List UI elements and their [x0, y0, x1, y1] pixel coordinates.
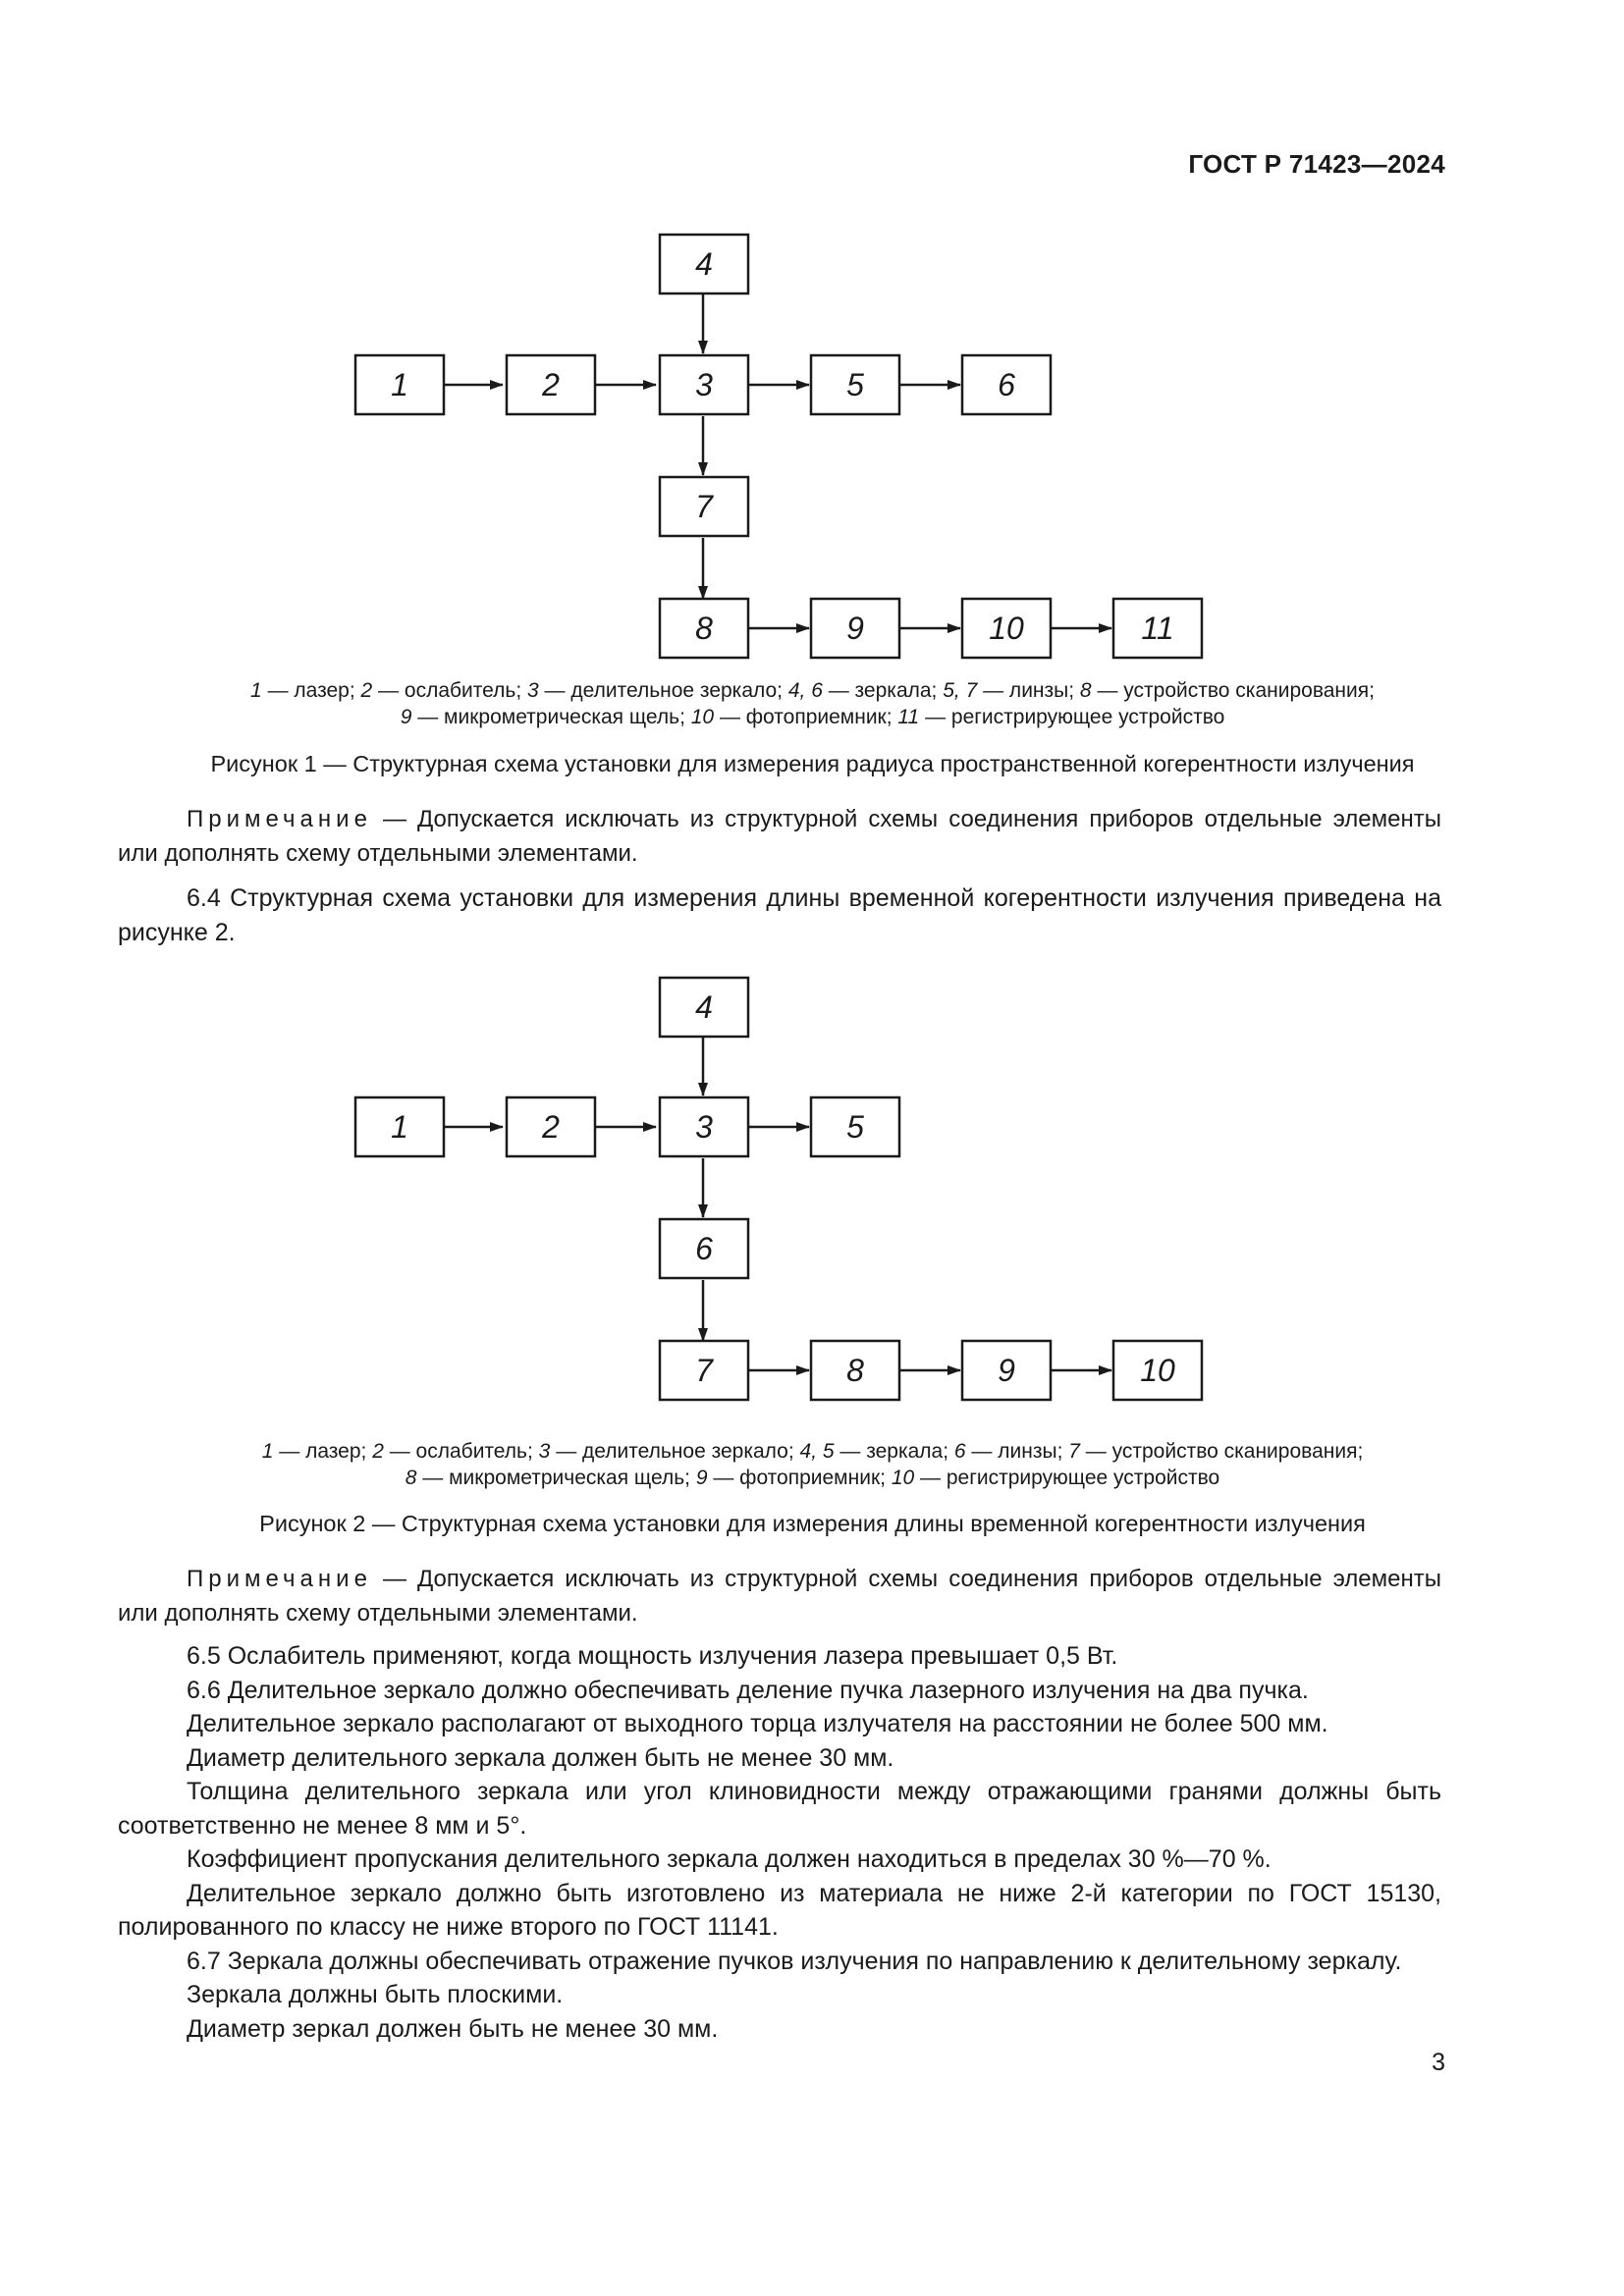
- fig1-box-7: [660, 477, 748, 536]
- legend-text: — делительное зеркало;: [538, 679, 788, 702]
- fig1-box-10: [962, 599, 1051, 658]
- legend-text: — делительное зеркало;: [550, 1440, 800, 1463]
- figure-1-caption: Рисунок 1 — Структурная схема установки для измерения радиуса пространственной когерентности излучения: [210, 751, 1415, 776]
- figure-2-legend-line-2: [147, 1465, 1478, 1491]
- legend-num: 9: [400, 706, 412, 728]
- fig1-box-1: [355, 355, 444, 414]
- legend-num: 4, 6: [787, 679, 823, 702]
- legend-num: 3: [527, 679, 539, 702]
- fig2-box-7: [660, 1341, 748, 1400]
- note-text: — Допускается исключать из структурной схемы соединения приборов отдельные элементы или дополнять схему отдельными элементами.: [118, 1566, 1441, 1627]
- figure-1-legend-line-2: [147, 704, 1478, 730]
- legend-text: — лазер;: [261, 679, 361, 702]
- legend-num: 4, 5: [799, 1440, 835, 1463]
- fig2-box-6: [660, 1219, 748, 1278]
- svg-text:7: 7: [695, 489, 713, 524]
- figure-2-caption: Рисунок 2 — Структурная схема установки для измерения длины временной когерентности излучения: [259, 1511, 1366, 1536]
- fig1-arrows: [444, 294, 1111, 628]
- paragraph: 6.4 Структурная схема установки для измерения длины временной когерентности излучения приведена на рисунке 2.: [118, 884, 1441, 946]
- paragraph: 6.7 Зеркала должны обеспечивать отражение пучков излучения по направлению к делительному зеркалу.: [187, 1947, 1402, 1975]
- legend-num: 7: [1068, 1440, 1080, 1463]
- document-code: ГОСТ Р 71423—2024: [1188, 149, 1445, 179]
- fig2-box-5: [811, 1097, 899, 1156]
- svg-text:2: 2: [542, 1109, 560, 1145]
- svg-text:5: 5: [846, 367, 864, 402]
- fig2-box-4: [660, 978, 748, 1037]
- svg-text:1: 1: [391, 1109, 408, 1145]
- svg-text:9: 9: [998, 1353, 1015, 1388]
- legend-num: 1: [261, 1440, 274, 1463]
- legend-num: 2: [372, 1440, 384, 1463]
- note-1: [118, 803, 1441, 871]
- svg-text:6: 6: [695, 1231, 713, 1266]
- fig2-box-1: [355, 1097, 444, 1156]
- svg-text:6: 6: [998, 367, 1015, 402]
- legend-text: — фотоприемник;: [714, 706, 898, 728]
- legend-num: 2: [360, 679, 373, 702]
- note-label: Примечание: [187, 806, 372, 832]
- paragraph: 6.5 Ослабитель применяют, когда мощность излучения лазера превышает 0,5 Вт.: [187, 1642, 1118, 1670]
- figure-1: [355, 235, 1202, 658]
- legend-num: 5, 7: [943, 679, 978, 702]
- legend-num: 3: [538, 1440, 551, 1463]
- svg-text:4: 4: [695, 989, 713, 1025]
- legend-text: — фотоприемник;: [707, 1467, 892, 1489]
- legend-num: 10: [891, 1467, 915, 1489]
- legend-text: — регистрирующее устройство: [919, 706, 1225, 728]
- legend-num: 8: [1079, 679, 1092, 702]
- legend-num: 1: [250, 679, 262, 702]
- legend-text: — ослабитель;: [372, 679, 527, 702]
- legend-num: 11: [897, 706, 920, 728]
- paragraph: Диаметр зеркал должен быть не менее 30 мм.: [187, 2014, 719, 2043]
- note-label: Примечание: [187, 1566, 372, 1592]
- figure-2: [355, 978, 1202, 1400]
- fig2-arrows: [444, 1037, 1111, 1370]
- fig2-box-8: [811, 1341, 899, 1400]
- legend-text: — лазер;: [273, 1440, 373, 1463]
- figure-1-legend: [147, 677, 1478, 730]
- svg-text:8: 8: [846, 1353, 864, 1388]
- legend-num: 6: [953, 1440, 966, 1463]
- legend-num: 10: [690, 706, 715, 728]
- svg-text:10: 10: [989, 611, 1024, 646]
- paragraph: Диаметр делительного зеркала должен быть не менее 30 мм.: [187, 1743, 894, 1772]
- fig1-box-5: [811, 355, 899, 414]
- svg-text:11: 11: [1141, 611, 1174, 646]
- svg-text:4: 4: [695, 246, 713, 282]
- fig1-box-9: [811, 599, 899, 658]
- body-text: [118, 1639, 1441, 2046]
- legend-text: — зеркала;: [822, 679, 944, 702]
- paragraph: Делительное зеркало располагают от выходного торца излучателя на расстоянии не более 500 мм.: [187, 1710, 1328, 1737]
- paragraph-6-4: [118, 881, 1441, 949]
- paragraph: 6.6 Делительное зеркало должно обеспечивать деление пучка лазерного излучения на два пучка.: [187, 1676, 1309, 1704]
- svg-text:3: 3: [695, 1109, 713, 1145]
- svg-text:7: 7: [695, 1353, 713, 1388]
- legend-text: — устройство сканирования;: [1079, 1440, 1364, 1463]
- figure-2-legend: [147, 1438, 1478, 1491]
- legend-text: — линзы;: [965, 1440, 1069, 1463]
- legend-num: 8: [405, 1467, 417, 1489]
- paragraph: Делительное зеркало должно быть изготовлено из материала не ниже 2-й категории по ГОСТ 15130, полированного по классу не ниже второго по ГОСТ 11141.: [118, 1879, 1441, 1941]
- svg-text:2: 2: [542, 367, 560, 402]
- legend-text: — микрометрическая щель;: [416, 1467, 696, 1489]
- fig1-box-2: [507, 355, 595, 414]
- figure-1-legend-line-1: [147, 677, 1478, 704]
- legend-text: — зеркала;: [834, 1440, 954, 1463]
- note-text: — Допускается исключать из структурной схемы соединения приборов отдельные элементы или дополнять схему отдельными элементами.: [118, 806, 1441, 867]
- legend-text: — ослабитель;: [383, 1440, 539, 1463]
- svg-text:10: 10: [1140, 1353, 1175, 1388]
- legend-text: — устройство сканирования;: [1091, 679, 1375, 702]
- figure-2-legend-line-1: [147, 1438, 1478, 1465]
- paragraph: Толщина делительного зеркала или угол клиновидности между отражающими гранями должны быть соответственно не менее 8 мм и 5°.: [118, 1778, 1441, 1840]
- legend-text: — регистрирующее устройство: [914, 1467, 1220, 1489]
- fig1-box-3: [660, 355, 748, 414]
- svg-text:1: 1: [391, 367, 408, 402]
- paragraph: Зеркала должны быть плоскими.: [187, 1981, 564, 2008]
- svg-text:3: 3: [695, 367, 713, 402]
- legend-text: — линзы;: [977, 679, 1080, 702]
- fig1-box-6: [962, 355, 1051, 414]
- svg-text:5: 5: [846, 1109, 864, 1145]
- fig2-box-10: [1113, 1341, 1202, 1400]
- fig1-box-8: [660, 599, 748, 658]
- fig2-box-3: [660, 1097, 748, 1156]
- legend-text: — микрометрическая щель;: [411, 706, 691, 728]
- note-2: [118, 1563, 1441, 1630]
- fig1-box-4: [660, 235, 748, 294]
- fig2-box-9: [962, 1341, 1051, 1400]
- fig2-box-2: [507, 1097, 595, 1156]
- paragraph: Коэффициент пропускания делительного зеркала должен находиться в пределах 30 %—70 %.: [187, 1845, 1272, 1873]
- fig1-box-11: [1113, 599, 1202, 658]
- svg-text:8: 8: [695, 611, 713, 646]
- page-number: 3: [1432, 2049, 1445, 2076]
- svg-text:9: 9: [846, 611, 864, 646]
- legend-num: 9: [695, 1467, 708, 1489]
